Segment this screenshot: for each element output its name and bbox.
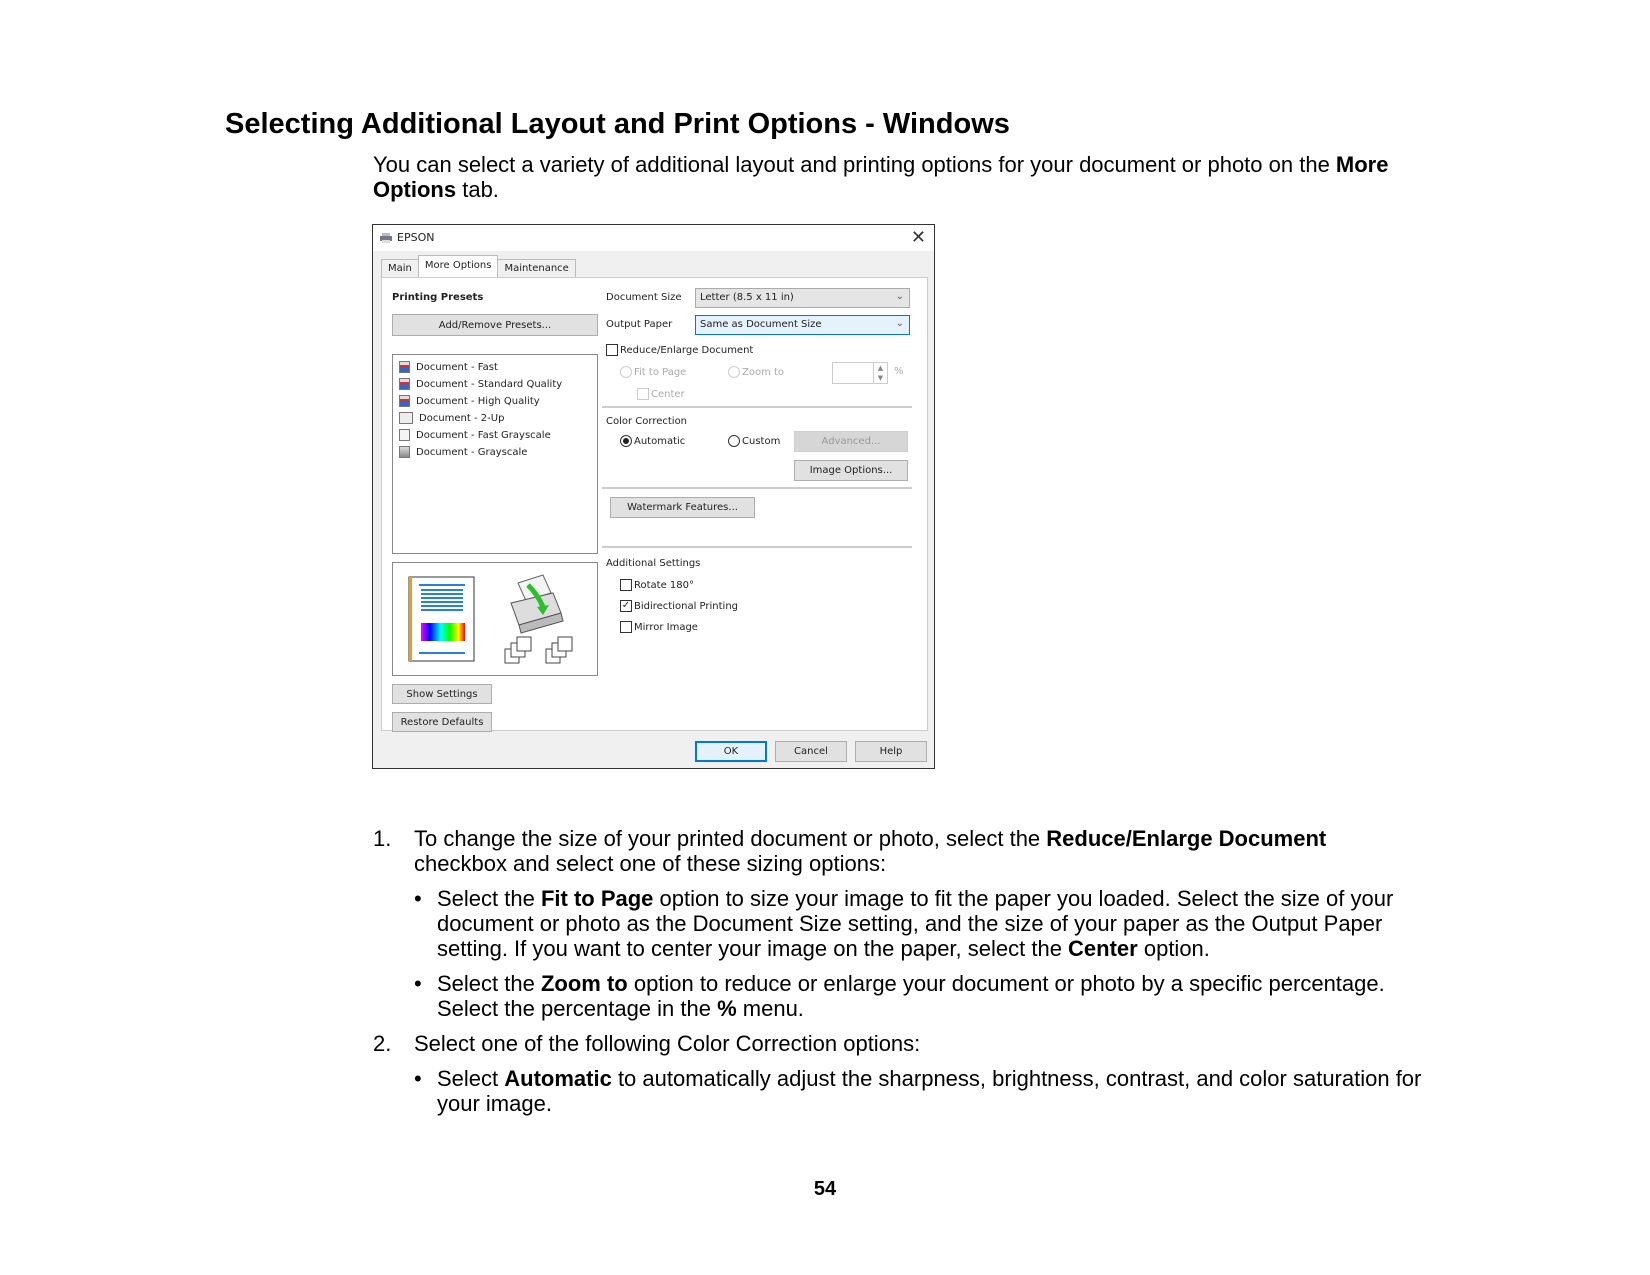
bidirectional-label: Bidirectional Printing [634,600,739,612]
bullet-bold: Fit to Page [540,886,654,911]
percent-label: % [894,366,904,377]
bullet-fit-to-page [414,886,1423,961]
rotate-180-checkbox[interactable] [620,579,694,591]
restore-defaults-button[interactable]: Restore Defaults [392,712,492,732]
rotate-label: Rotate 180° [634,579,695,591]
preset-item[interactable] [399,393,540,409]
center-label: Center [651,388,685,400]
bullet-text: menu. [736,996,804,1021]
preset-label: Document - Grayscale [416,446,528,458]
preset-item[interactable] [399,410,504,426]
show-settings-button[interactable]: Show Settings [392,684,492,704]
epson-print-dialog [372,224,935,769]
checkbox-icon [606,344,618,356]
step-number: 1. [373,826,392,851]
help-button[interactable]: Help [855,741,927,762]
presets-list[interactable] [392,354,598,554]
close-icon[interactable]: ✕ [910,227,926,248]
preset-label: Document - Fast Grayscale [416,429,551,441]
dialog-title: EPSON [397,231,435,244]
document-preset-icon [399,395,410,407]
bidirectional-printing-checkbox[interactable] [620,600,738,612]
preset-label: Document - Fast [416,361,498,373]
bullet-icon: • [414,886,422,911]
custom-label: Custom [742,435,781,447]
step-2 [373,1031,1423,1116]
grayscale-preset-icon [399,446,410,458]
fit-to-page-label: Fit to Page [634,366,687,378]
divider [602,406,912,408]
zoom-to-radio[interactable] [728,366,784,378]
intro-text: You can select a variety of additional layout and printing options for your document or photo on the [373,152,1336,177]
chevron-down-icon: ⌄ [895,318,904,329]
bullet-text: option. [1137,936,1210,961]
bullet-bold: Zoom to [540,971,628,996]
preset-item[interactable] [399,444,527,460]
document-size-label: Document Size [606,292,682,303]
copies-icon [505,637,572,663]
radio-icon [728,366,740,378]
output-paper-label: Output Paper [606,319,673,330]
bullet-text: option to size your image to fit the paper you loaded. Select the size of your document or photo as the Document Size setting, and the size of your paper as the Output Paper setting. If you want to center your image on the paper, select the [437,886,1394,961]
bullet-icon: • [414,1066,422,1091]
radio-selected-icon [620,435,632,447]
custom-radio[interactable] [728,435,780,447]
advanced-button[interactable]: Advanced... [794,431,908,452]
step-text: To change the size of your printed document or photo, select the [414,826,1047,851]
preset-item[interactable] [399,359,498,375]
intro-paragraph [373,152,1433,202]
document-size-value: Letter (8.5 x 11 in) [700,292,794,303]
bullet-text: Select [437,1066,505,1091]
more-options-panel [381,277,928,731]
spin-arrows-icon[interactable]: ▲ ▼ [873,363,887,383]
preset-item[interactable] [399,427,551,443]
cancel-button[interactable]: Cancel [775,741,847,762]
fit-to-page-radio[interactable] [620,366,686,378]
document-size-select[interactable] [695,288,910,308]
printing-presets-heading: Printing Presets [392,292,484,303]
page-preview-icon [393,563,599,677]
preset-item[interactable] [399,376,562,392]
bullet-text: option to reduce or enlarge your document or photo by a specific percentage. Select the percentage in the [437,971,1385,1021]
printer-feed-icon [511,575,563,633]
add-remove-presets-button[interactable]: Add/Remove Presets... [392,314,598,336]
mirror-image-checkbox[interactable] [620,621,698,633]
bullet-bold: % [717,996,737,1021]
color-correction-heading: Color Correction [606,416,688,427]
bullet-bold: Automatic [504,1066,612,1091]
bullet-text: Select the [437,971,541,996]
printer-icon [379,233,393,243]
mirror-label: Mirror Image [634,621,698,633]
reduce-enlarge-label: Reduce/Enlarge Document [620,344,754,356]
document-preset-icon [399,361,410,373]
preset-label: Document - 2-Up [419,412,505,424]
preset-label: Document - Standard Quality [416,378,563,390]
zoom-to-label: Zoom to [742,366,785,378]
intro-bold-more-options: More Options [373,152,1389,202]
checkbox-icon [620,621,632,633]
step-number: 2. [373,1031,392,1056]
additional-settings-heading: Additional Settings [606,558,701,569]
radio-icon [728,435,740,447]
checkmark-icon: ✓ [621,600,631,611]
output-paper-value: Same as Document Size [700,319,822,330]
bullet-text: to automatically adjust the sharpness, brightness, contrast, and color saturation for your image. [437,1066,1422,1116]
document-preset-icon [399,378,410,390]
tab-bar [381,257,575,277]
grayscale-preset-icon [399,429,410,441]
tab-more-options[interactable]: More Options [418,255,499,277]
bullet-icon: • [414,971,422,996]
radio-icon [620,366,632,378]
automatic-label: Automatic [634,435,686,447]
zoom-percent-stepper[interactable] [832,362,888,384]
checkbox-icon [637,388,649,400]
tab-maintenance[interactable]: Maintenance [497,259,575,277]
checkbox-icon [620,579,632,591]
divider [602,546,912,548]
page-title: Selecting Additional Layout and Print Options - Windows [225,108,1010,140]
instruction-steps [373,826,1423,1126]
step-bold: Reduce/Enlarge Document [1046,826,1327,851]
two-up-preset-icon [399,412,413,424]
bullet-text: Select the [437,886,541,911]
dialog-titlebar [373,225,934,251]
step-text: Select one of the following Color Correction options: [414,1031,921,1056]
bullet-zoom-to [414,971,1423,1021]
page-number: 54 [813,1178,837,1200]
chevron-down-icon: ⌄ [895,291,904,302]
automatic-radio[interactable] [620,435,685,447]
preset-label: Document - High Quality [416,395,540,407]
divider [602,487,912,489]
bullet-bold: Center [1068,936,1138,961]
tab-main[interactable]: Main [381,259,419,277]
watermark-features-button[interactable]: Watermark Features... [610,497,755,518]
step-1 [373,826,1423,1021]
reduce-enlarge-checkbox[interactable] [606,344,753,356]
ok-button[interactable]: OK [695,741,767,762]
image-options-button[interactable]: Image Options... [794,460,908,481]
step-text: checkbox and select one of these sizing options: [414,851,887,876]
intro-text-end: tab. [456,177,499,202]
bullet-automatic [414,1066,1423,1116]
output-paper-select[interactable] [695,315,910,335]
print-preview [392,562,598,676]
center-checkbox[interactable] [637,388,685,400]
